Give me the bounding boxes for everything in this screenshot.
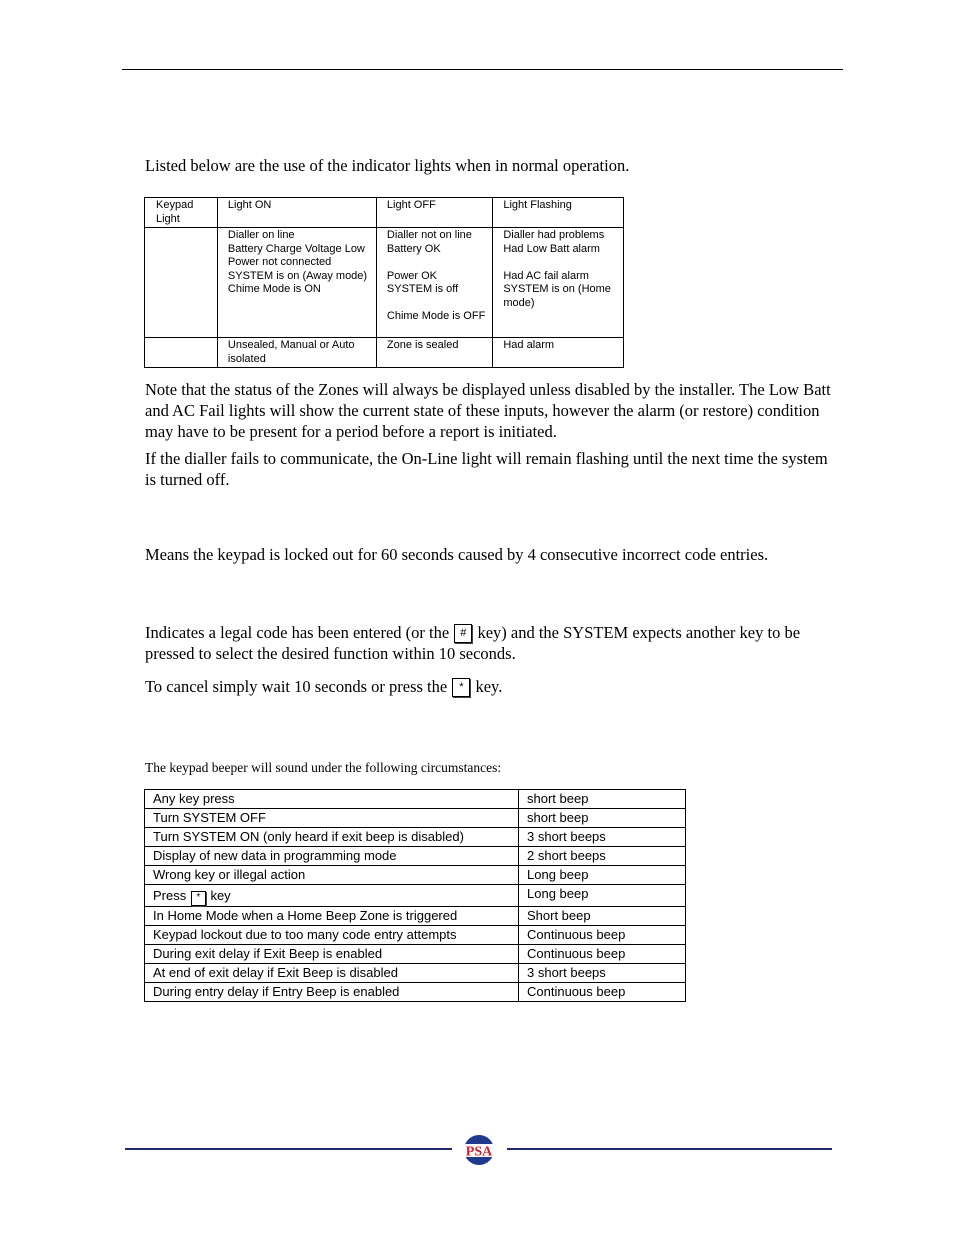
beep-sound: 3 short beeps <box>519 964 686 983</box>
header-light-flashing: Light Flashing <box>493 198 624 228</box>
indicator-row <box>145 338 624 368</box>
logo-text: PSA <box>465 1144 493 1160</box>
beep-sound: Continuous beep <box>519 926 686 945</box>
table-row <box>145 983 686 1002</box>
star-key-icon: * <box>452 678 470 697</box>
table-row <box>145 926 686 945</box>
indicator-row <box>145 228 624 338</box>
header-keypad-light: Keypad Light <box>145 198 218 228</box>
indicator-lights-table <box>144 197 624 368</box>
beep-event: Display of new data in programming mode <box>145 847 519 866</box>
legal-code-text-after: key) and the SYSTEM expects another key to be pressed to select the desired function within 10 seconds. <box>145 623 801 663</box>
beep-event: Wrong key or illegal action <box>145 866 519 885</box>
beep-event <box>145 885 519 907</box>
beep-event: During exit delay if Exit Beep is enabled <box>145 945 519 964</box>
light-flashing-cell: Had alarm <box>493 338 624 368</box>
light-off-cell: Dialler not on line Battery OK Power OK SYSTEM is off Chime Mode is OFF <box>376 228 492 338</box>
header-rule <box>122 69 843 70</box>
key-text: key <box>206 888 231 903</box>
indicator-intro: Listed below are the use of the indicator lights when in normal operation. <box>145 156 630 175</box>
beep-sound: Continuous beep <box>519 945 686 964</box>
beep-event: Turn SYSTEM OFF <box>145 809 519 828</box>
footer-rule-right <box>507 1148 832 1150</box>
beep-event: At end of exit delay if Exit Beep is disabled <box>145 964 519 983</box>
light-flashing-cell: Dialler had problems Had Low Batt alarm Had AC fail alarm SYSTEM is on (Home mode) <box>493 228 624 338</box>
indicator-table-header <box>145 198 624 228</box>
beep-sound: short beep <box>519 809 686 828</box>
light-on-cell: Dialler on line Battery Charge Voltage Low Power not connected SYSTEM is on (Away mode) Chime Mode is ON <box>217 228 376 338</box>
zone-icon-cell <box>145 338 218 368</box>
table-row <box>145 885 686 907</box>
legal-code-text-before: Indicates a legal code has been entered (or the <box>145 623 454 642</box>
star-key-icon: * <box>191 891 206 906</box>
table-row <box>145 964 686 983</box>
header-light-on: Light ON <box>217 198 376 228</box>
beep-sound: 3 short beeps <box>519 828 686 847</box>
psa-logo-icon <box>458 1133 500 1167</box>
table-row <box>145 809 686 828</box>
table-row <box>145 866 686 885</box>
header-light-off: Light OFF <box>376 198 492 228</box>
beep-sound: Short beep <box>519 907 686 926</box>
press-text: Press <box>153 888 190 903</box>
cancel-text-after: key. <box>471 677 503 696</box>
table-row <box>145 945 686 964</box>
beep-sound: Continuous beep <box>519 983 686 1002</box>
table-row <box>145 847 686 866</box>
beep-sound: short beep <box>519 790 686 809</box>
dialler-note: If the dialler fails to communicate, the On-Line light will remain flashing until the next time the system is turned off. <box>145 449 828 489</box>
footer-rule-left <box>125 1148 452 1150</box>
table-row <box>145 907 686 926</box>
table-row <box>145 828 686 847</box>
beeper-intro: The keypad beeper will sound under the following circumstances: <box>145 760 502 775</box>
beep-event: Any key press <box>145 790 519 809</box>
beep-event: Keypad lockout due to too many code entry attempts <box>145 926 519 945</box>
beeper-table <box>144 789 686 1002</box>
beep-sound: Long beep <box>519 866 686 885</box>
legal-code-description <box>145 622 835 664</box>
zone-status-note: Note that the status of the Zones will always be displayed unless disabled by the installer. The Low Batt and AC Fail lights will show the current state of these inputs, however the alarm (or restore) condition may have to be present for a period before a report is initiated. <box>145 380 831 441</box>
beep-sound: 2 short beeps <box>519 847 686 866</box>
hash-key-icon: # <box>454 624 472 643</box>
cancel-text-before: To cancel simply wait 10 seconds or press the <box>145 677 452 696</box>
cancel-description <box>145 676 835 697</box>
beep-event: During entry delay if Entry Beep is enabled <box>145 983 519 1002</box>
beep-sound: Long beep <box>519 885 686 907</box>
light-off-cell: Zone is sealed <box>376 338 492 368</box>
beep-event: Turn SYSTEM ON (only heard if exit beep is disabled) <box>145 828 519 847</box>
table-row <box>145 790 686 809</box>
lockout-description: Means the keypad is locked out for 60 seconds caused by 4 consecutive incorrect code entries. <box>145 545 769 564</box>
beep-event: In Home Mode when a Home Beep Zone is triggered <box>145 907 519 926</box>
light-on-cell: Unsealed, Manual or Auto isolated <box>217 338 376 368</box>
indicator-icons-cell <box>145 228 218 338</box>
